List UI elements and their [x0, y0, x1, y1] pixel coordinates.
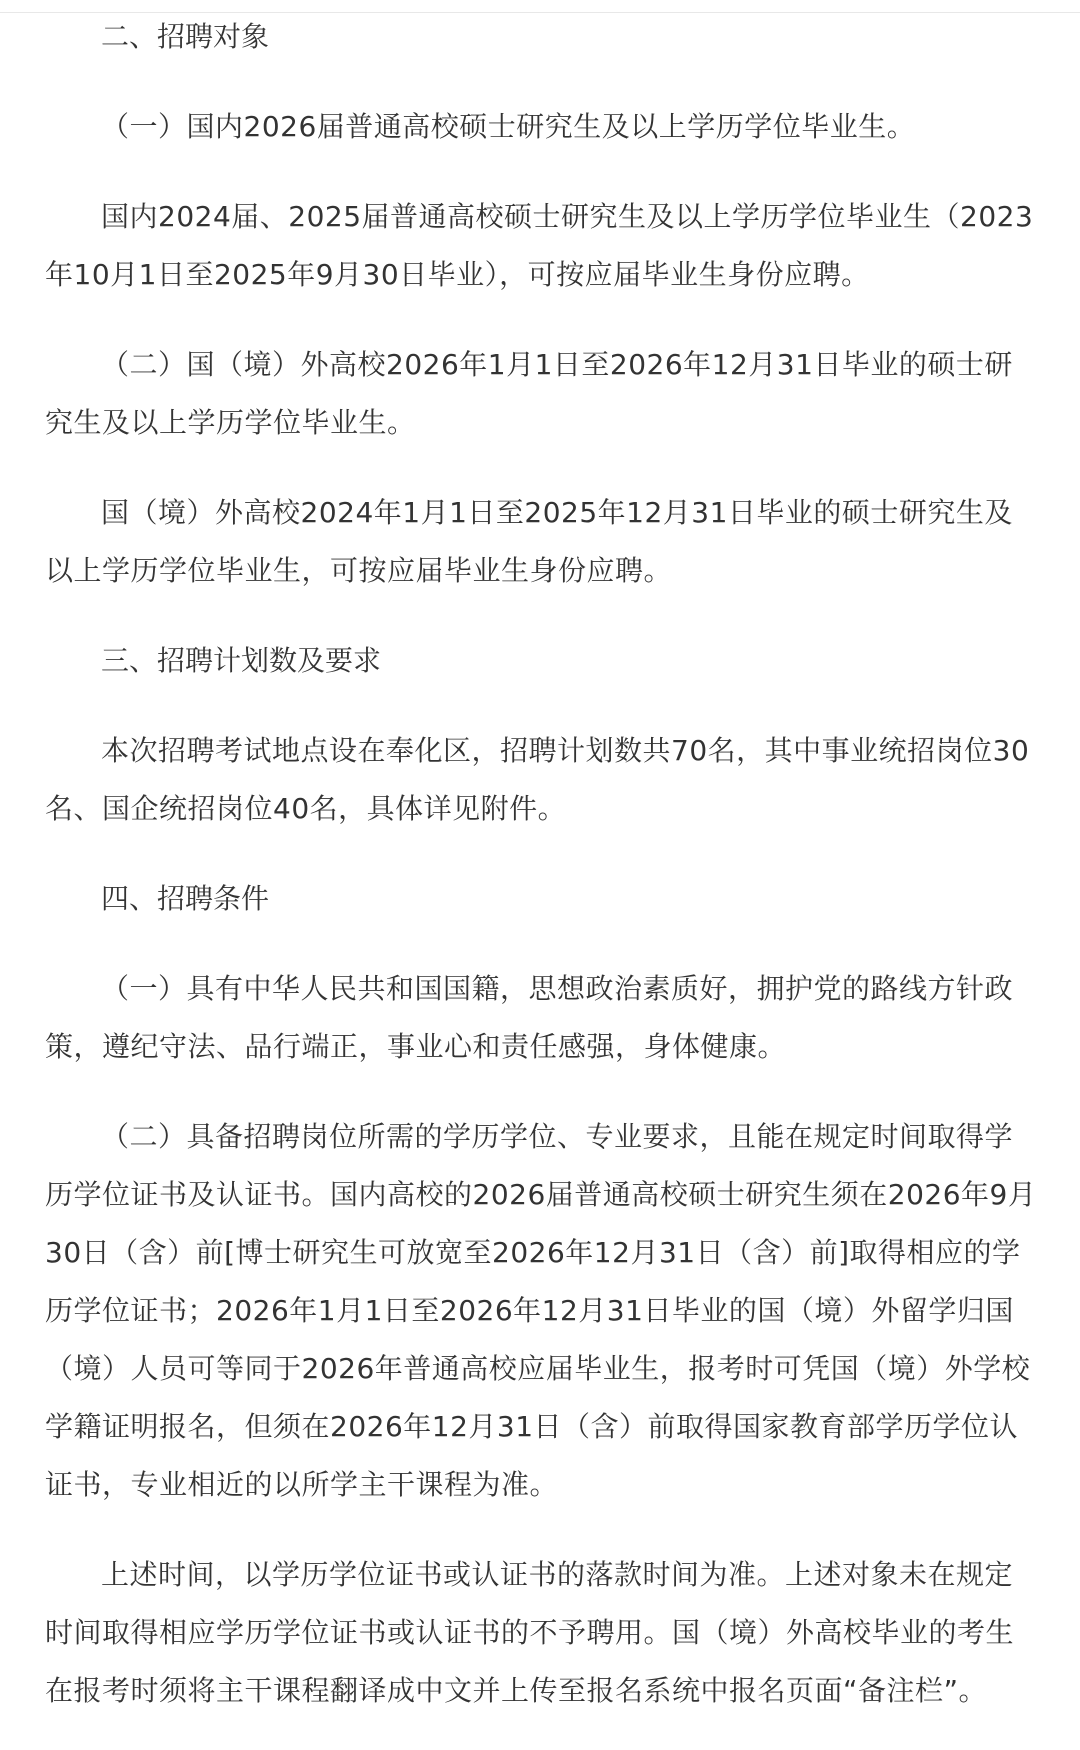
- paragraph: （二）具备招聘岗位所需的学历学位、专业要求，且能在规定时间取得学历学位证书及认证书。国内高校的2026届普通高校硕士研究生须在2026年9月30日（含）前[博士研究生可放宽至2026年12月31日（含）前]取得相应的学历学位证书；2026年1月1日至2026年12月31日毕业的国（境）外留学归国（境）人员可等同于2026年普通高校应届毕业生，报考时可凭国（境）外学校学籍证明报名，但须在2026年12月31日（含）前取得国家教育部学历学位认证书，专业相近的以所学主干课程为准。: [45, 1120, 1037, 1501]
- section-heading-recruitment-plan: 三、招聘计划数及要求: [101, 644, 382, 677]
- section-heading-recruitment-targets: 二、招聘对象: [101, 20, 270, 53]
- paragraph: 国内2024届、2025届普通高校硕士研究生及以上学历学位毕业生（2023年10月1日至2025年9月30日毕业），可按应届毕业生身份应聘。: [45, 200, 1034, 291]
- paragraph: 国（境）外高校2024年1月1日至2025年12月31日毕业的硕士研究生及以上学历学位毕业生，可按应届毕业生身份应聘。: [45, 496, 1013, 587]
- paragraph: 本次招聘考试地点设在奉化区，招聘计划数共70名，其中事业统招岗位30名、国企统招岗位40名，具体详见附件。: [45, 734, 1030, 825]
- article-body: [45, 8, 1040, 1720]
- paragraph: （一）国内2026届普通高校硕士研究生及以上学历学位毕业生。: [101, 110, 916, 143]
- paragraph: （一）具有中华人民共和国国籍，思想政治素质好，拥护党的路线方针政策，遵纪守法、品行端正，事业心和责任感强，身体健康。: [45, 972, 1014, 1063]
- paragraph: 上述时间，以学历学位证书或认证书的落款时间为准。上述对象未在规定时间取得相应学历学位证书或认证书的不予聘用。国（境）外高校毕业的考生在报考时须将主干课程翻译成中文并上传至报名系统中报名页面“备注栏”。: [45, 1558, 1015, 1707]
- paragraph: （二）国（境）外高校2026年1月1日至2026年12月31日毕业的硕士研究生及以上学历学位毕业生。: [45, 348, 1013, 439]
- section-heading-recruitment-conditions: 四、招聘条件: [101, 882, 270, 915]
